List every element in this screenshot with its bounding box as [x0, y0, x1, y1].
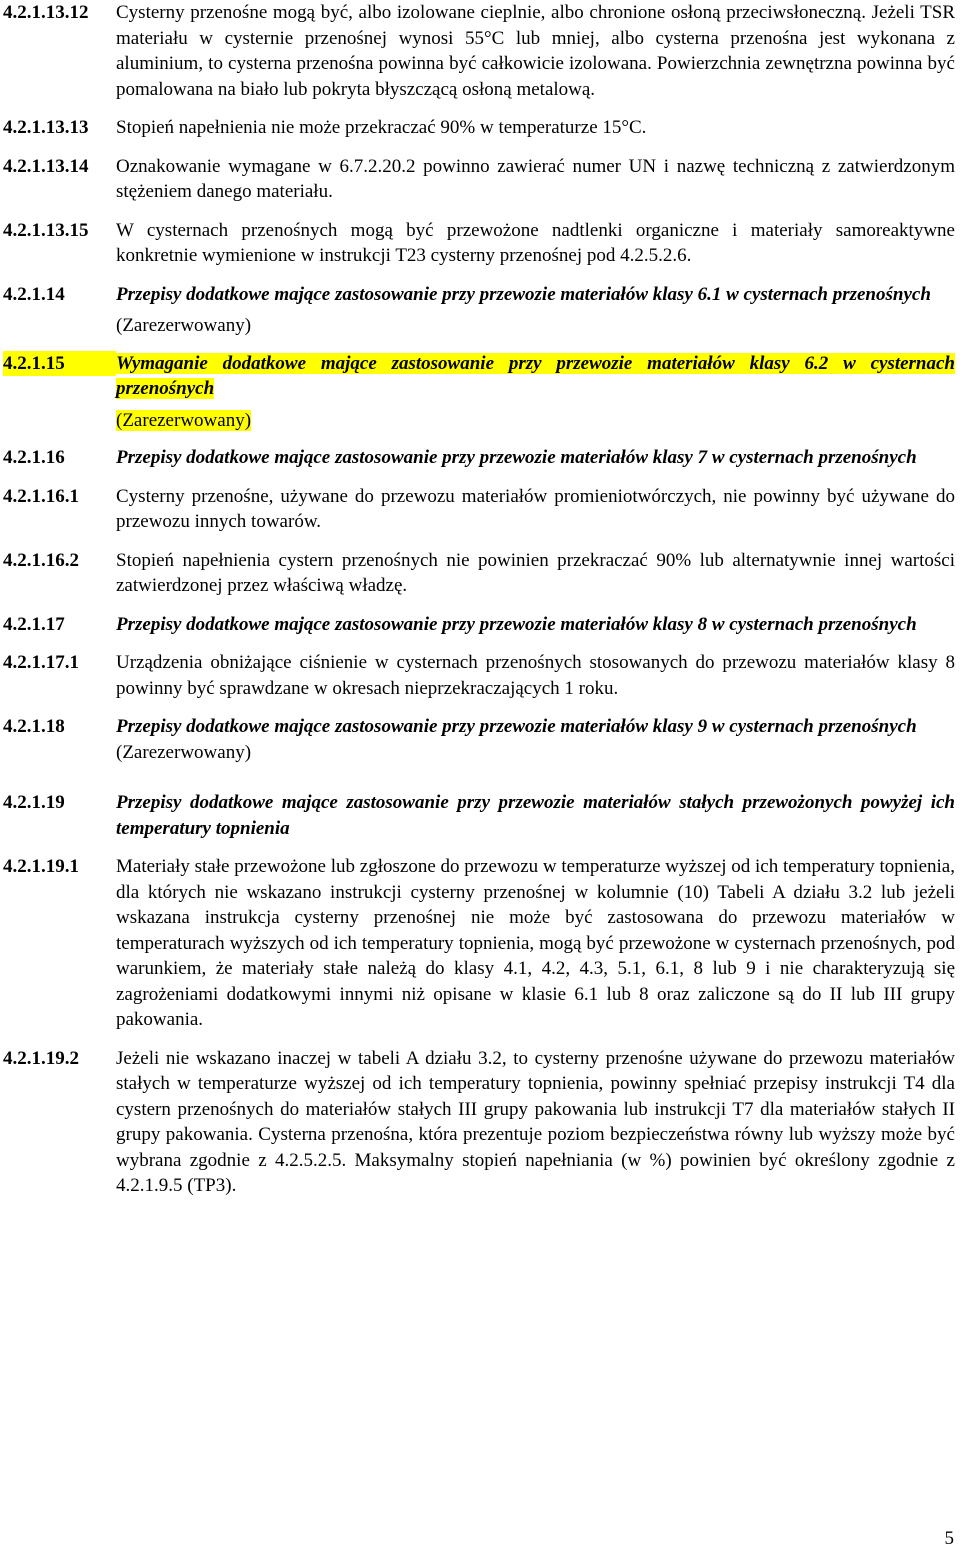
section-number: 4.2.1.13.13 — [3, 117, 89, 138]
section-4-2-1-14 — [3, 282, 955, 339]
page-number: 5 — [944, 1528, 954, 1549]
section-number: 4.2.1.16.1 — [3, 485, 79, 507]
section-4-2-1-16 — [3, 445, 955, 471]
section-4-2-1-13-13 — [3, 115, 955, 141]
section-4-2-1-13-12 — [3, 0, 955, 102]
section-body — [116, 351, 955, 434]
section-4-2-1-15 — [3, 351, 955, 434]
section-text: Urządzenia obniżające ciśnienie w cysternach przenośnych stosowanych do przewozu materiałów klasy 8 powinny być sprawdzane w okresach nieprzekraczających 1 roku. — [116, 652, 955, 699]
section-heading: Przepisy dodatkowe mające zastosowanie przy przewozie materiałów klasy 9 w cysternach przenośnych — [116, 716, 917, 737]
section-number: 4.2.1.16 — [3, 447, 65, 468]
section-number: 4.2.1.15 — [3, 351, 116, 377]
section-heading: Przepisy dodatkowe mające zastosowanie przy przewozie materiałów klasy 8 w cysternach przenośnych — [116, 613, 917, 635]
section-text: Oznakowanie wymagane w 6.7.2.20.2 powinno zawierać numer UN i nazwę techniczną z zatwierdzonym stężeniem danego materiału. — [116, 155, 955, 202]
section-4-2-1-19-2 — [3, 1046, 955, 1199]
section-4-2-1-16-2 — [3, 548, 955, 599]
section-number: 4.2.1.16.2 — [3, 549, 79, 571]
section-number: 4.2.1.13.15 — [3, 219, 89, 241]
section-heading: Przepisy dodatkowe mające zastosowanie przy przewozie materiałów stałych przewożonych powyżej ich temperatury topnienia — [116, 792, 955, 839]
reserved-note: (Zarezerwowany) — [116, 741, 252, 763]
section-number: 4.2.1.19.1 — [3, 856, 79, 877]
section-4-2-1-13-14 — [3, 154, 955, 205]
section-number: 4.2.1.13.14 — [3, 155, 89, 177]
section-heading: Wymaganie dodatkowe mające zastosowanie przy przewozie materiałów klasy 6.2 w cysternach przenośnych — [116, 352, 955, 399]
section-text: Cysterny przenośne, używane do przewozu materiałów promieniotwórczych, nie powinny być używane do przewozu innych towarów. — [116, 485, 955, 532]
section-number: 4.2.1.18 — [3, 716, 65, 737]
section-text: Stopień napełnienia cystern przenośnych nie powinien przekraczać 90% lub alternatywnie innej wartości zatwierdzonej przez właściwą władzę. — [116, 549, 955, 596]
section-heading: Przepisy dodatkowe mające zastosowanie przy przewozie materiałów klasy 7 w cysternach przenośnych — [116, 447, 917, 468]
section-4-2-1-13-15 — [3, 218, 955, 269]
reserved-note: (Zarezerwowany) — [116, 315, 252, 336]
reserved-note — [116, 408, 955, 434]
document-body — [3, 0, 955, 1199]
section-body — [116, 282, 955, 339]
section-body — [116, 714, 955, 765]
section-4-2-1-18 — [3, 714, 955, 765]
section-4-2-1-19-1 — [3, 854, 955, 1033]
section-number: 4.2.1.17 — [3, 613, 65, 635]
reserved-note-text: (Zarezerwowany) — [116, 409, 252, 431]
section-4-2-1-16-1 — [3, 484, 955, 535]
section-4-2-1-17-1 — [3, 650, 955, 701]
section-text: W cysternach przenośnych mogą być przewożone nadtlenki organiczne i materiały samoreaktywne konkretnie wymienione w instrukcji T23 cysterny przenośnej pod 4.2.5.2.6. — [116, 219, 955, 266]
section-text: Jeżeli nie wskazano inaczej w tabeli A działu 3.2, to cysterny przenośne używane do przewozu materiałów stałych w temperaturze wyższej od ich temperatury topnienia, powinny spełniać przepisy instrukcji T4 dla cystern przenośnych do materiałów stałych III grupy pakowania lub instrukcji T7 dla materiałów stałych II grupy pakowania. Cysterna przenośna, która prezentuje poziom bezpieczeństwa równy lub wyższy może być wybrana zgodnie z 4.2.5.2.5. Maksymalny stopień napełniania (w %) powinien być określony zgodnie z 4.2.1.9.5 (TP3). — [116, 1047, 955, 1196]
section-text: Cysterny przenośne mogą być, albo izolowane cieplnie, albo chronione osłoną przeciwsłoneczną. Jeżeli TSR materiału w cysternie przenośnej wynosi 55°C lub mniej, albo cysterna przenośna jest wykonana z aluminium, to cysterna przenośna powinna być całkowicie izolowana. Powierzchnia zewnętrzna powinna być pomalowana na biało lub pokryta błyszczącą osłoną metalową. — [116, 2, 955, 100]
section-number: 4.2.1.19.2 — [3, 1047, 79, 1069]
section-number: 4.2.1.13.12 — [3, 2, 89, 23]
section-number: 4.2.1.14 — [3, 283, 65, 305]
section-number: 4.2.1.17.1 — [3, 652, 79, 673]
section-text: Stopień napełnienia nie może przekraczać 90% w temperaturze 15°C. — [116, 117, 647, 138]
section-4-2-1-19 — [3, 790, 955, 841]
section-heading: Przepisy dodatkowe mające zastosowanie przy przewozie materiałów klasy 6.1 w cysternach przenośnych — [116, 283, 931, 305]
section-text: Materiały stałe przewożone lub zgłoszone do przewozu w temperaturze wyższej od ich temperatury topnienia, dla których nie wskazano instrukcji cysterny przenośnej w kolumnie (10) Tabeli A działu 3.2 lub jeżeli wskazana instrukcja cysterny przenośnej nie może być zastosowana do przewozu materiałów w temperaturach wyższych od ich temperatury topnienia, mogą być przewożone w cysternach przenośnych, pod warunkiem, że materiały stałe należą do klasy 4.1, 4.2, 4.3, 5.1, 6.1, 8 lub 9 i nie charakteryzują się zagrożeniami dodatkowymi innymi niż opisane w klasie 6.1 lub 8 oraz zaliczone są do II lub III grupy pakowania. — [116, 856, 955, 1030]
section-number: 4.2.1.19 — [3, 792, 65, 813]
section-4-2-1-17 — [3, 612, 955, 638]
